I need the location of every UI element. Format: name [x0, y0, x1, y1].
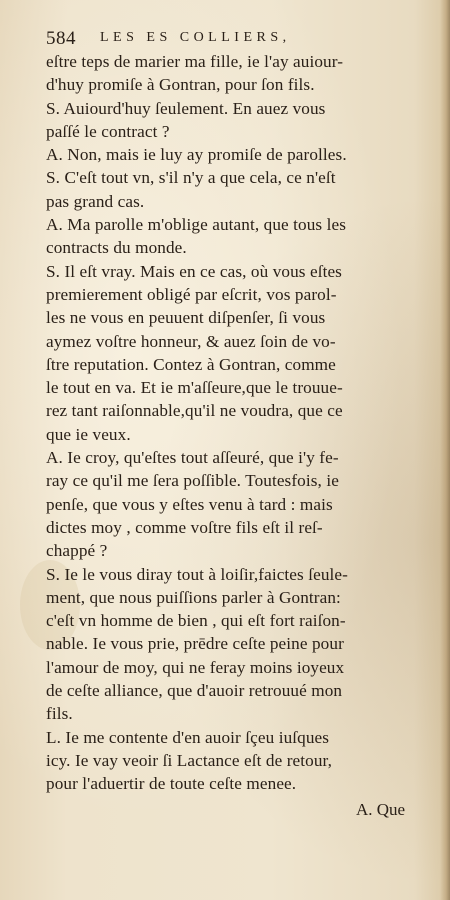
text-line: fils.	[46, 704, 73, 724]
text-line: penſe, que vous y eſtes venu à tard : mais	[46, 494, 333, 514]
running-title: LES ES COLLIERS,	[100, 30, 291, 45]
text-line: pour l'aduertir de toute ceſte menee.	[46, 774, 297, 794]
text-line: contracts du monde.	[46, 238, 187, 258]
text-line: A. Ie croy, qu'eſtes tout aſſeuré, que i'y fe-	[46, 448, 339, 468]
text-line: L. Ie me contente d'en auoir ſçeu iuſques	[46, 727, 330, 747]
body-text	[46, 50, 428, 796]
text-line: A. Ma parolle m'oblige autant, que tous les	[46, 215, 346, 235]
text-line: nable. Ie vous prie, prēdre ceſte peine pour	[46, 634, 344, 654]
text-line: ment, que nous puiſſions parler à Gontran:	[46, 587, 341, 607]
page-edge-shadow	[440, 0, 450, 900]
text-line: premierement obligé par eſcrit, vos parol-	[46, 284, 337, 304]
text-line: S. Auiourd'huy ſeulement. En auez vous	[46, 98, 326, 118]
text-line: icy. Ie vay veoir ſi Lactance eſt de retour,	[46, 750, 333, 770]
text-line: d'huy promiſe à Gontran, pour ſon fils.	[46, 75, 315, 95]
text-line: pas grand cas.	[46, 191, 145, 211]
text-line: les ne vous en peuuent diſpenſer, ſi vous	[46, 308, 326, 328]
text-line: que ie veux.	[46, 424, 131, 444]
text-line: ray ce qu'il me ſera poſſible. Toutesfois, ie	[46, 471, 339, 491]
text-line: de ceſte alliance, que d'auoir retrouué mon	[46, 681, 343, 701]
text-line: eſtre teps de marier ma fille, ie l'ay auiour-	[46, 52, 344, 71]
text-line: S. Il eſt vray. Mais en ce cas, où vous eſtes	[46, 261, 342, 281]
catchword: A. Que	[356, 800, 406, 819]
text-line: l'amour de moy, qui ne feray moins ioyeux	[46, 657, 345, 677]
text-line: ſtre reputation. Contez à Gontran, comme	[46, 354, 336, 374]
text-line: chappé ?	[46, 541, 108, 561]
text-line: dictes moy , comme voſtre fils eſt il reſ-	[46, 517, 323, 537]
text-line: S. C'eſt tout vn, s'il n'y a que cela, ce n'eſt	[46, 168, 336, 188]
text-line: A. Non, mais ie luy ay promiſe de parolles.	[46, 145, 347, 165]
text-line: rez tant raiſonnable,qu'il ne voudra, que ce	[46, 401, 343, 421]
text-line: c'eſt vn homme de bien , qui eſt fort raiſon-	[46, 611, 346, 631]
text-line: le tout en va. Et ie m'aſſeure,que le trouue-	[46, 378, 343, 398]
text-line: S. Ie le vous diray tout à loiſir,faictes ſeule-	[46, 564, 348, 584]
text-line: aymez voſtre honneur, & auez ſoin de vo-	[46, 331, 336, 351]
text-line: paſſé le contract ?	[46, 121, 170, 141]
page-number: 584	[46, 28, 76, 49]
